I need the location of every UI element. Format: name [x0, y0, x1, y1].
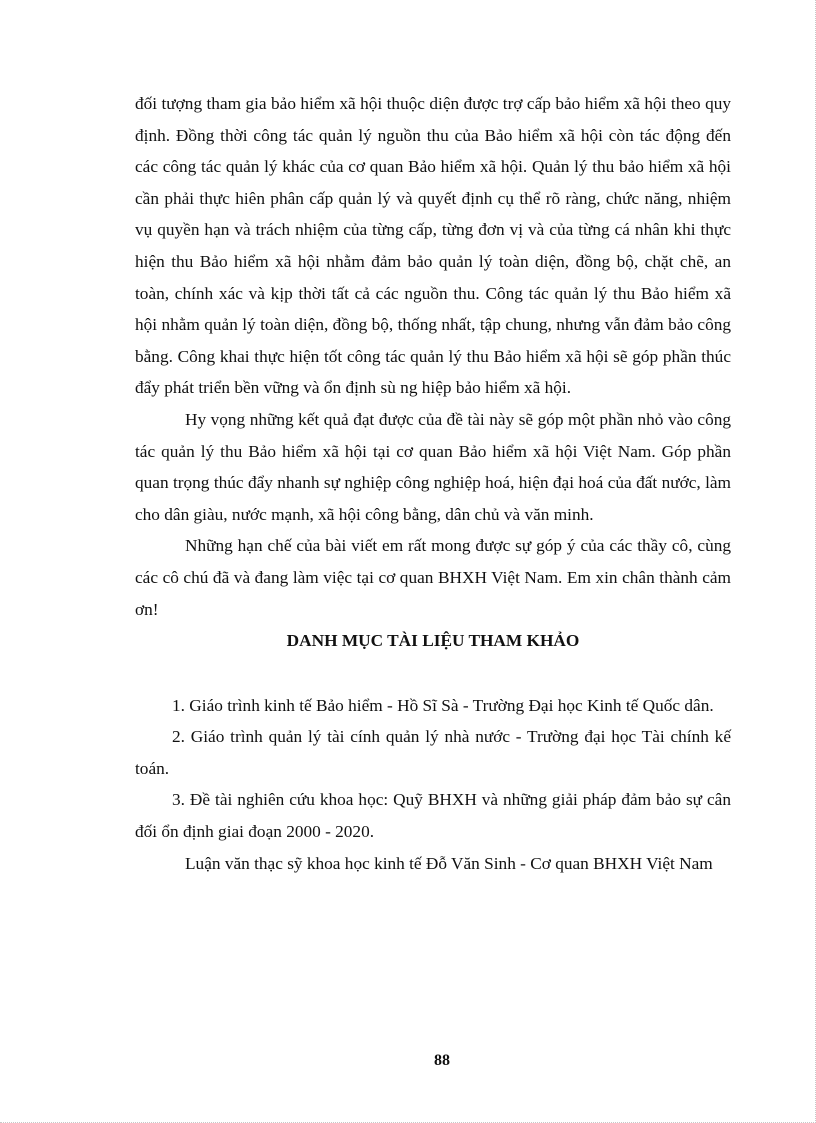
reference-4: Luận văn thạc sỹ khoa học kinh tế Đỗ Văn Sinh - Cơ quan BHXH Việt Nam	[185, 853, 713, 873]
page-number: 88	[434, 1052, 450, 1069]
paragraph-2: Hy vọng những kết quả đạt được của đề tài này sẽ góp một phần nhỏ vào công tác quản lý thu Bảo hiểm xã hội tại cơ quan Bảo hiểm xã hội Việt Nam. Góp phần quan trọng thúc đẩy nhanh sự nghiệp công nghiệp hoá, hiện đại hoá của đất nước, làm cho dân giàu, nước mạnh, xã hội công bằng, dân chủ và văn minh.	[135, 409, 731, 524]
paragraph-1: đối tượng tham gia bảo hiểm xã hội thuộc diện được trợ cấp bảo hiểm xã hội theo quy định. Đồng thời công tác quản lý nguồn thu của Bảo hiểm xã hội còn tác động đến các công tác quản lý khác của cơ quan Bảo hiểm xã hội. Quản lý thu bảo hiểm xã hội cần phải thực hiên phân cấp quản lý và quyết định cụ thể rõ ràng, chức năng, nhiệm vụ quyền hạn và trách nhiệm của từng cấp, từng đơn vị và của từng cá nhân khi thực hiện thu Bảo hiểm xã hội nhằm đảm bảo quản lý toàn diện, đồng bộ, chặt chẽ, an toàn, chính xác và kịp thời tất cả các nguồn thu. Công tác quản lý thu Bảo hiểm xã hội nhằm quản lý toàn diện, đồng bộ, thống nhất, tập chung, nhưng vẫn đảm bảo công bằng. Công khai thực hiện tốt công tác quản lý thu Bảo hiểm xã hội sẽ góp phần thúc đẩy phát triển bền vững và ổn định sù ng hiệp bảo hiểm xã hội.	[135, 94, 731, 398]
paragraph-3: Những hạn chế của bài viết em rất mong được sự góp ý của các thầy cô, cùng các cô chú đã và đang làm việc tại cơ quan BHXH Việt Nam. Em xin chân thành cảm ơn!	[135, 536, 731, 619]
page-body	[135, 88, 731, 879]
reference-1: 1. Giáo trình kinh tế Bảo hiểm - Hồ Sĩ Sà - Trường Đại học Kinh tế Quốc dân.	[172, 695, 714, 715]
reference-3: 3. Đề tài nghiên cứu khoa học: Quỹ BHXH và những giải pháp đảm bảo sự cân đối ổn định giai đoạn 2000 - 2020.	[135, 790, 731, 842]
reference-2: 2. Giáo trình quản lý tài cính quản lý nhà nước - Trường đại học Tài chính kế toán.	[135, 727, 731, 778]
heading-spacer	[135, 657, 731, 690]
references-heading: DANH MỤC TÀI LIỆU THAM KHẢO	[286, 631, 580, 651]
